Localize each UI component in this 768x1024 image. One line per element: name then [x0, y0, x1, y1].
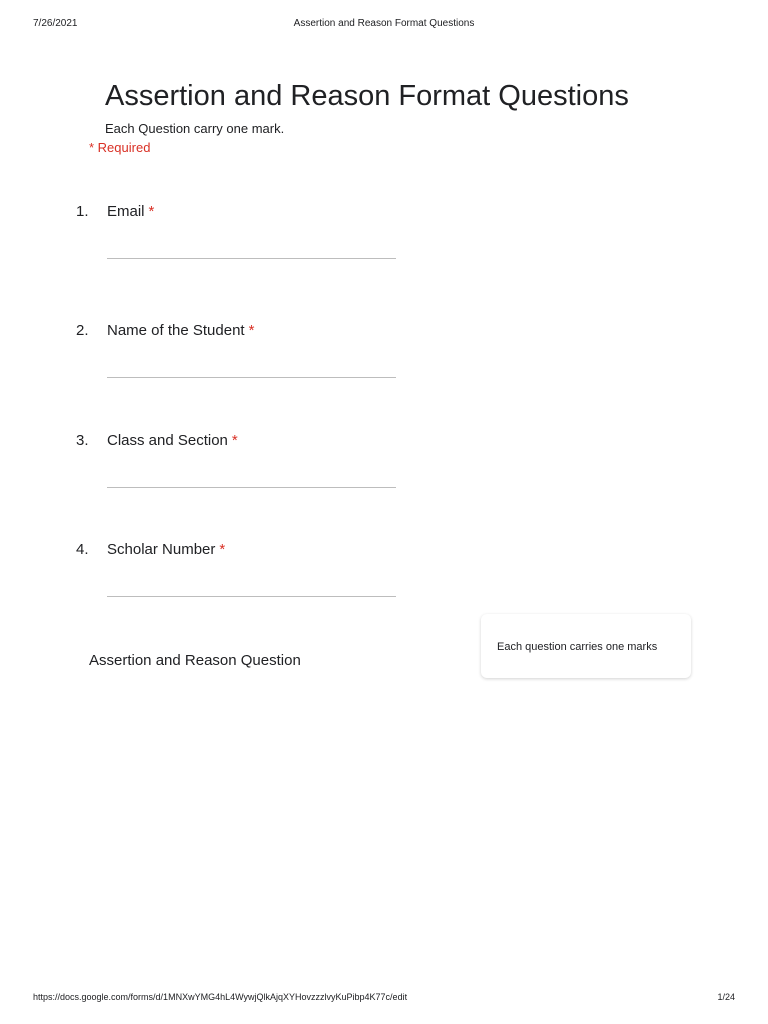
required-asterisk: *: [248, 322, 255, 339]
question-label: [107, 541, 225, 558]
question-number: 3.: [76, 432, 89, 449]
question-number: 2.: [76, 322, 89, 339]
scholar-number-input[interactable]: [107, 596, 396, 597]
question-label: [107, 203, 154, 220]
question-number: 1.: [76, 203, 89, 220]
required-asterisk: *: [231, 432, 238, 449]
student-name-input[interactable]: [107, 377, 396, 378]
question-label: [107, 432, 238, 449]
required-note: * Required: [89, 140, 151, 155]
class-section-input[interactable]: [107, 487, 396, 488]
email-input[interactable]: [107, 258, 396, 259]
question-number: 4.: [76, 541, 89, 558]
print-page-number: 1/24: [717, 992, 735, 1002]
question-label-text: Class and Section: [107, 432, 228, 449]
section-description: Each question carries one marks: [497, 641, 658, 653]
form-description: Each Question carry one mark.: [105, 121, 285, 136]
question-label-text: Name of the Student: [107, 322, 245, 339]
question-label-text: Scholar Number: [107, 541, 216, 558]
section-title: Assertion and Reason Question: [89, 652, 301, 669]
print-header-title: Assertion and Reason Format Questions: [293, 18, 475, 29]
print-date: 7/26/2021: [33, 18, 78, 29]
form-title: Assertion and Reason Format Questions: [105, 80, 629, 112]
print-footer-url: https://docs.google.com/forms/d/1MNXwYMG4hL4WywjQlkAjqXYHovzzzlvyKuPibp4K77c/edit: [33, 992, 408, 1002]
required-asterisk: *: [148, 203, 155, 220]
required-asterisk: *: [219, 541, 226, 558]
question-label: [107, 322, 254, 339]
section-description-card: [481, 614, 691, 678]
question-label-text: Email: [107, 203, 145, 220]
